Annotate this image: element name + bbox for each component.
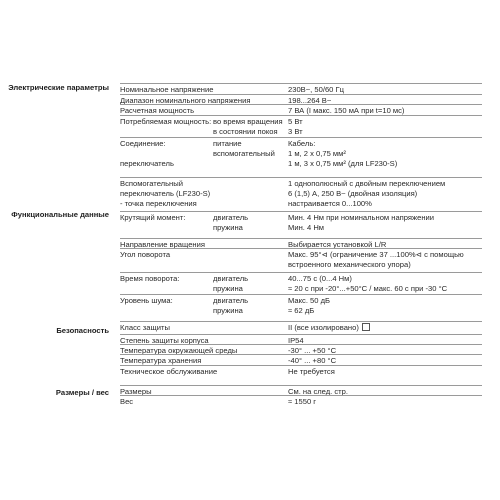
- spec-value: 40...75 с (0...4 Нм): [288, 274, 352, 283]
- spec-sublabel: двигатель: [213, 213, 249, 222]
- spec-sublabel: двигатель: [213, 274, 249, 283]
- spec-value: 230В~, 50/60 Гц: [288, 85, 344, 94]
- spec-label: Уровень шума:: [120, 296, 173, 305]
- spec-value: 198...264 В~: [288, 96, 332, 105]
- section-dimensions: Размеры / вес: [55, 388, 109, 397]
- spec-label: Расчетная мощность: [120, 106, 195, 115]
- spec-value: Кабель:: [288, 139, 316, 148]
- spec-row: [120, 83, 482, 94]
- section-electrical: Электрические параметры: [8, 83, 109, 92]
- spec-label: Вспомогательный: [120, 179, 183, 188]
- spec-label: Угол поворота: [120, 250, 171, 259]
- spec-row: [120, 211, 482, 232]
- spec-value: 6 (1,5) А, 250 В~ (двойная изоляция): [288, 189, 418, 198]
- section-safety: Безопасность: [56, 326, 109, 335]
- spec-value: II (все изолировано): [288, 323, 359, 332]
- spec-row: [120, 321, 482, 332]
- spec-label: Степень защиты корпуса: [120, 336, 209, 345]
- spec-sublabel: в состоянии покоя: [213, 127, 278, 136]
- spec-label: Соединение:: [120, 139, 166, 148]
- spec-value: -30° ... +50 °C: [288, 346, 337, 355]
- spec-label: Техническое обслуживание: [120, 367, 218, 376]
- spec-row: [120, 104, 482, 115]
- spec-value: встроенного механического упора): [288, 260, 411, 269]
- spec-label: Диапазон номинального напряжения: [120, 96, 251, 105]
- spec-label: - точка переключения: [120, 199, 197, 208]
- spec-value: Мин. 4 Нм при номинальном напряжении: [288, 213, 435, 222]
- spec-label: Вес: [120, 397, 134, 406]
- spec-value: См. на след. стр.: [288, 387, 348, 396]
- spec-value: Макс. 50 дБ: [288, 296, 331, 305]
- section-functional: Функциональные данные: [11, 210, 109, 219]
- spec-label: переключатель: [120, 159, 174, 168]
- spec-value: 5 Вт: [288, 117, 303, 126]
- spec-value: 7 ВА (I макс. 150 мА при t=10 мс): [288, 106, 405, 115]
- spec-value: ≈ 62 дБ: [288, 306, 315, 315]
- spec-value: настраивается 0...100%: [288, 199, 372, 208]
- spec-row: [120, 365, 482, 376]
- spec-value: 3 Вт: [288, 127, 303, 136]
- spec-label: Потребляемая мощность:: [120, 117, 212, 126]
- spec-label: Размеры: [120, 387, 152, 396]
- protection-class-box-icon: [362, 323, 370, 331]
- spec-label: Номинальное напряжение: [120, 85, 214, 94]
- spec-row: [120, 395, 482, 406]
- spec-value: 1 м, 2 х 0,75 мм²: [288, 149, 346, 158]
- spec-label: Температура окружающей среды: [120, 346, 238, 355]
- spec-row: [120, 115, 482, 136]
- spec-row: [120, 177, 482, 208]
- spec-row: [120, 272, 482, 293]
- spec-row: [120, 294, 482, 315]
- spec-value: Не требуется: [288, 367, 335, 376]
- spec-value: Макс. 95°⊲ (ограничение 37 ...100%⊲ с помощью: [288, 250, 464, 259]
- spec-label: переключатель (LF230-S): [120, 189, 211, 198]
- spec-row: [120, 137, 482, 168]
- spec-label: Направление вращения: [120, 240, 205, 249]
- spec-value: 1 м, 3 х 0,75 мм² (для LF230-S): [288, 159, 398, 168]
- spec-value: ≈ 20 с при -20°...+50°C / макс. 60 с при -30 °C: [288, 284, 448, 293]
- spec-sublabel: пружина: [213, 223, 243, 232]
- spec-sublabel: пружина: [213, 306, 243, 315]
- spec-label: Время поворота:: [120, 274, 180, 283]
- spec-row: [120, 354, 482, 365]
- spec-sublabel: питание: [213, 139, 242, 148]
- spec-label: Класс защиты: [120, 323, 170, 332]
- spec-value: 1 однополюсный с двойным переключением: [288, 179, 446, 188]
- spec-value: Выбирается установкой L/R: [288, 240, 387, 249]
- spec-sublabel: во время вращения: [213, 117, 283, 126]
- spec-value: ≈ 1550 г: [288, 397, 317, 406]
- spec-value: IP54: [288, 336, 304, 345]
- spec-label: Температура хранения: [120, 356, 202, 365]
- spec-value: Мин. 4 Нм: [288, 223, 325, 232]
- spec-row: [120, 248, 482, 269]
- spec-sublabel: двигатель: [213, 296, 249, 305]
- spec-sublabel: вспомогательный: [213, 149, 275, 158]
- spec-label: Крутящий момент:: [120, 213, 186, 222]
- spec-value: -40° ... +80 °C: [288, 356, 337, 365]
- spec-sublabel: пружина: [213, 284, 243, 293]
